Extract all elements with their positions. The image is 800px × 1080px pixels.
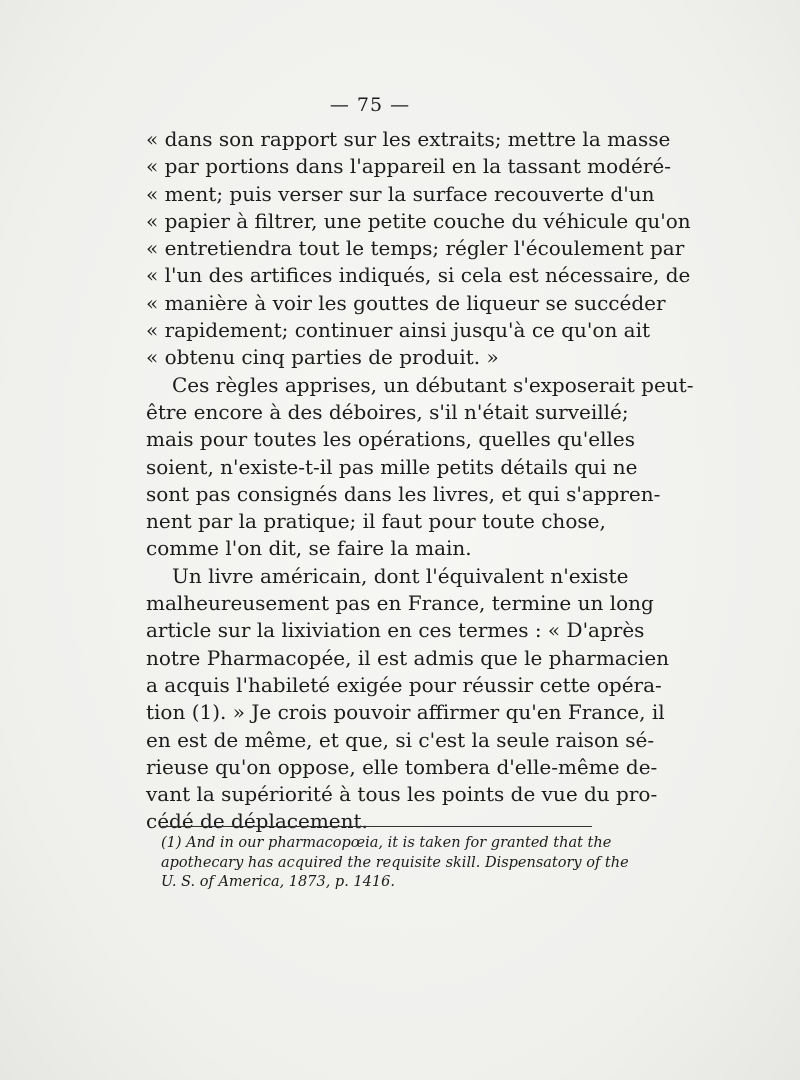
text-line: « manière à voir les gouttes de liqueur se succéder	[146, 290, 666, 315]
text-line: en est de même, et que, si c'est la seule raison sé-	[146, 727, 655, 752]
text-line: « papier à filtrer, une petite couche du véhicule qu'on	[146, 208, 691, 233]
paragraph-start-line: Un livre américain, dont l'équivalent n'existe	[172, 563, 629, 588]
text-line: malheureusement pas en France, termine un long	[146, 591, 654, 616]
footnote	[161, 834, 629, 893]
text-line: a acquis l'habileté exigée pour réussir cette opéra-	[146, 672, 662, 697]
text-line: notre Pharmacopée, il est admis que le pharmacien	[146, 645, 670, 670]
footnote-line: U. S. of America, 1873, p. 1416.	[161, 874, 395, 891]
text-line: sont pas consignés dans les livres, et qui s'appren-	[146, 481, 661, 506]
text-line: « par portions dans l'appareil en la tassant modéré-	[146, 154, 671, 179]
text-line: « obtenu cinq parties de produit. »	[146, 345, 499, 370]
footnote-line: apothecary has acquired the requisite skill. Dispensatory of the	[161, 854, 629, 871]
page-number: — 75 —	[329, 94, 411, 116]
body-text	[146, 126, 694, 836]
text-line: soient, n'existe-t-il pas mille petits détails qui ne	[146, 454, 638, 479]
text-line: rieuse qu'on oppose, elle tombera d'elle-même de-	[146, 754, 658, 779]
footnote-rule	[162, 826, 592, 827]
text-line: « ment; puis verser sur la surface recouverte d'un	[146, 181, 655, 206]
text-line: article sur la lixiviation en ces termes : « D'après	[146, 618, 645, 643]
text-line: « dans son rapport sur les extraits; mettre la masse	[146, 127, 671, 151]
text-line: vant la supériorité à tous les points de vue du pro-	[146, 782, 658, 807]
text-line: cédé de déplacement.	[146, 809, 368, 834]
text-line: « rapidement; continuer ainsi jusqu'à ce qu'on ait	[146, 318, 651, 343]
text-line: mais pour toutes les opérations, quelles qu'elles	[146, 427, 636, 452]
text-line: « l'un des artifices indiqués, si cela est nécessaire, de	[146, 263, 691, 288]
text-line: « entretiendra tout le temps; régler l'écoulement par	[146, 236, 685, 261]
text-line: comme l'on dit, se faire la main.	[146, 536, 472, 561]
paragraph-start-line: Ces règles apprises, un débutant s'exposerait peut-	[172, 372, 694, 397]
text-line: nent par la pratique; il faut pour toute chose,	[146, 509, 606, 534]
text-line: tion (1). » Je crois pouvoir affirmer qu'en France, il	[146, 700, 665, 725]
footnote-line: (1) And in our pharmacopœia, it is taken for granted that the	[161, 835, 612, 851]
text-line: être encore à des déboires, s'il n'était surveillé;	[146, 399, 629, 424]
